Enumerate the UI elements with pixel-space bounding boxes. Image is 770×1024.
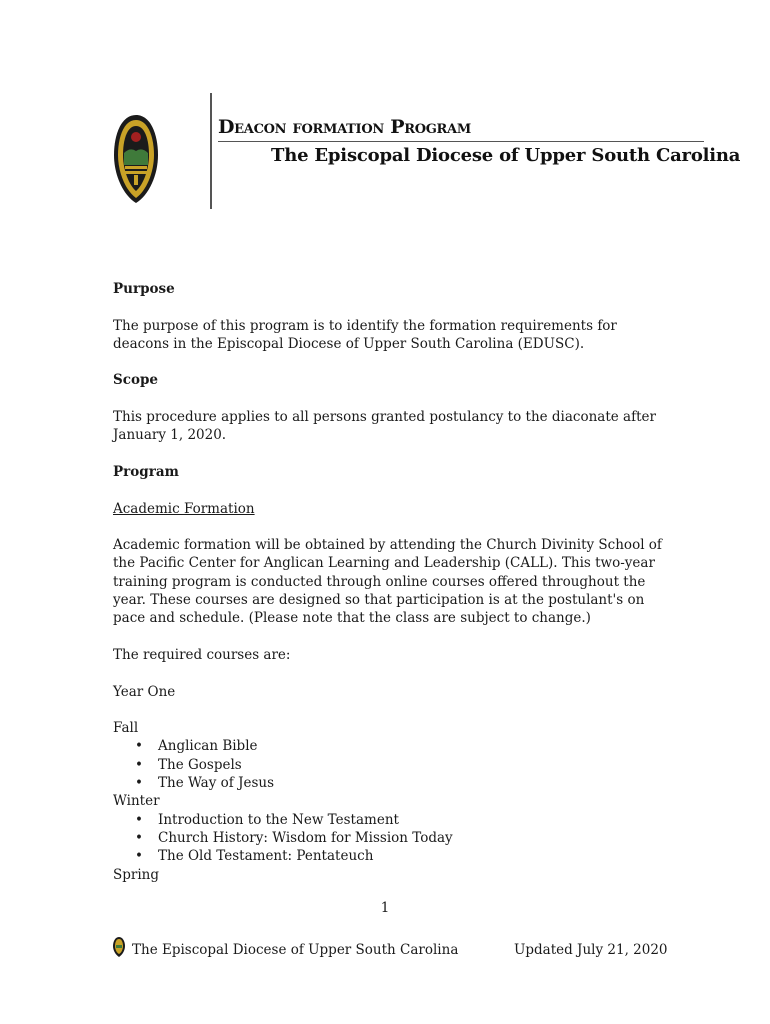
fall-course-list [113,737,673,792]
winter-course-list [113,811,673,866]
list-item: • The Way of Jesus [113,774,673,792]
list-item: • Introduction to the New Testament [113,811,673,829]
academic-formation-heading: Academic Formation [113,500,255,517]
diocese-seal-icon [113,113,159,205]
fall-label: Fall [113,720,139,737]
header-vertical-rule [210,93,212,209]
list-item: • The Old Testament: Pentateuch [113,847,673,865]
document-body [113,280,673,884]
document-subtitle: The Episcopal Diocese of Upper South Carolina [271,145,741,166]
footer-updated-date: Updated July 21, 2020 [514,942,668,958]
scope-heading: Scope [113,372,159,389]
list-item: • Anglican Bible [113,737,673,755]
academic-formation-text: Academic formation will be obtained by attending the Church Divinity School of the Pacific Center for Anglican Learning and Leadership (CALL). This two-year training program is conducted through online courses offered throughout the year. These courses are designed so that participation is at the postulant's on pace and schedule. (Please note that the class are subject to change.) [113,537,662,627]
spring-label: Spring [113,866,159,883]
page-number: 1 [380,900,390,916]
document-title: Deacon formation Program [218,116,471,138]
purpose-text: The purpose of this program is to identify the formation requirements for deacons in the Episcopal Diocese of Upper South Carolina (EDUSC). [113,317,617,352]
list-item: • Church History: Wisdom for Mission Today [113,829,673,847]
diocese-seal-small-icon [113,937,125,957]
program-heading: Program [113,463,179,480]
year-one-label: Year One [113,683,176,700]
scope-text: This procedure applies to all persons granted postulancy to the diaconate after January 1, 2020. [113,409,656,444]
footer-organization: The Episcopal Diocese of Upper South Carolina [132,942,459,958]
required-courses-intro: The required courses are: [113,646,291,663]
list-item: • The Gospels [113,756,673,774]
purpose-heading: Purpose [113,281,175,297]
winter-label: Winter [113,793,160,810]
header-horizontal-rule [218,141,704,142]
